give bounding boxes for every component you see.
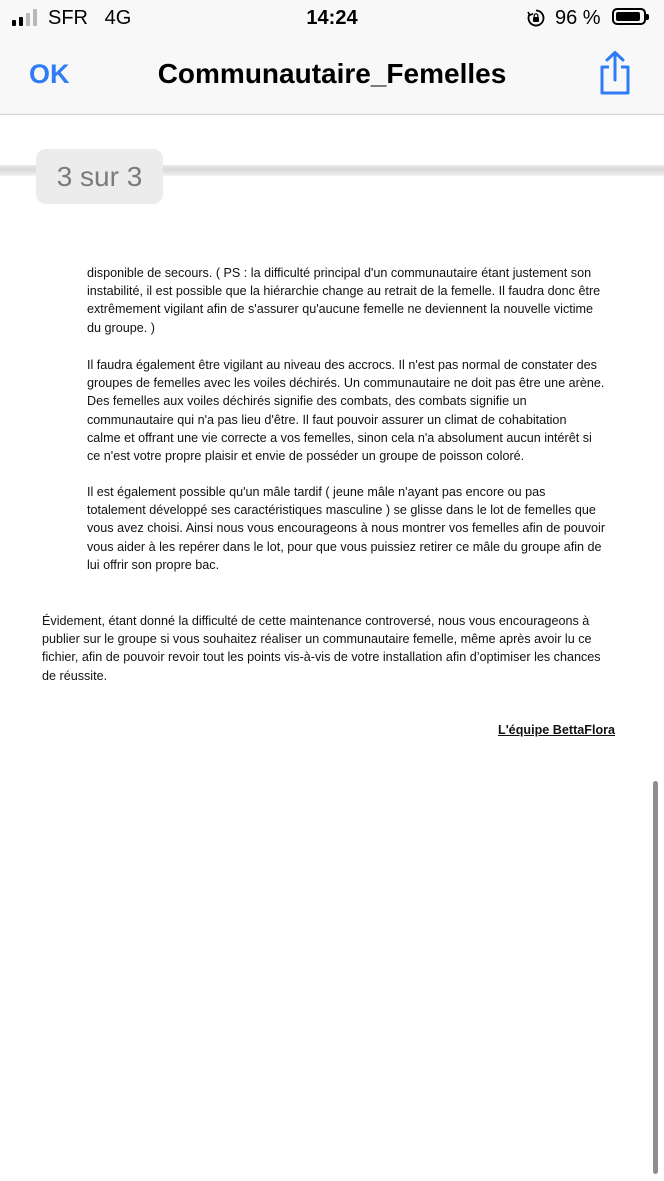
text-line: lui offrir son propre bac. [87, 557, 220, 572]
text-line: groupes de femelles avec les voiles déchirés. Un communautaire ne doit pas être une arène. [87, 376, 605, 391]
scroll-indicator[interactable] [653, 781, 658, 1174]
carrier-label: SFR 4G [48, 7, 132, 29]
status-bar [0, 0, 664, 36]
share-icon[interactable] [594, 50, 636, 96]
text-line: calme et offrant une vie correcte a vos femelles, sinon cela n'a absolument aucun intérêt si [87, 430, 592, 445]
network-label: 4G [104, 7, 132, 29]
paragraph-2 [87, 356, 604, 465]
status-time: 14:24 [306, 7, 358, 29]
paragraph-4 [42, 612, 601, 685]
page-indicator: 3 sur 3 [36, 149, 163, 204]
text-line: ce n'est votre propre plaisir et envie de posséder un groupe de poisson coloré. [87, 449, 525, 464]
navigation-bar [0, 36, 664, 115]
text-line: Des femelles aux voiles déchirés signifie des combats, des combats signifie un [87, 394, 527, 409]
orientation-lock-icon [527, 9, 545, 27]
text-line: fichier, afin de pouvoir revoir tout les points vis-à-vis de votre installation afin d’optimiser les chances [42, 650, 601, 665]
paragraph-3 [87, 483, 605, 574]
text-line: publier sur le groupe si vous souhaitez réaliser un communautaire femelle, même après avoir lu ce [42, 632, 592, 647]
text-line: Il faudra également être vigilant au niveau des accrocs. Il n'est pas normal de constater des [87, 358, 597, 372]
text-line: de réussite. [42, 668, 108, 683]
text-line: disponible de secours. ( PS : la difficulté principal d'un communautaire étant justement son [87, 266, 592, 280]
battery-percent: 96 % [555, 7, 601, 29]
text-line: totalement développé ses caractéristiques masculine ) se glisse dans le lot de femelles que [87, 503, 596, 518]
text-line: vous aider à les repérer dans le lot, pour que vous puissiez retirer ce mâle du groupe afin de [87, 539, 602, 554]
text-line: Il est également possible qu'un mâle tardif ( jeune mâle n'ayant pas encore ou pas [87, 485, 546, 499]
text-line: extrêmement vigilant afin de s'assurer qu'aucune femelle ne deviennent la nouvelle victime [87, 302, 594, 317]
paragraph-1 [87, 264, 600, 337]
text-line: vous avez choisi. Ainsi nous vous encourageons à nous montrer vos femelles afin de pouvoir [87, 521, 606, 536]
text-line: communautaire qui n'a pas lieu d'être. Il faut pouvoir assurer un climat de cohabitation [87, 412, 567, 427]
text-line: Évidement, étant donné la difficulté de cette maintenance controversé, nous vous encourageons à [42, 614, 590, 628]
document-title: Communautaire_Femelles [157, 58, 507, 89]
battery-icon [612, 8, 646, 25]
signature: L'équipe BettaFlora [498, 723, 616, 737]
text-line: instabilité, il est possible que la hiérarchie change au retrait de la femelle. Il faudra donc être [87, 284, 601, 299]
ok-button[interactable]: OK [29, 59, 70, 89]
text-line: du groupe. ) [87, 320, 155, 335]
